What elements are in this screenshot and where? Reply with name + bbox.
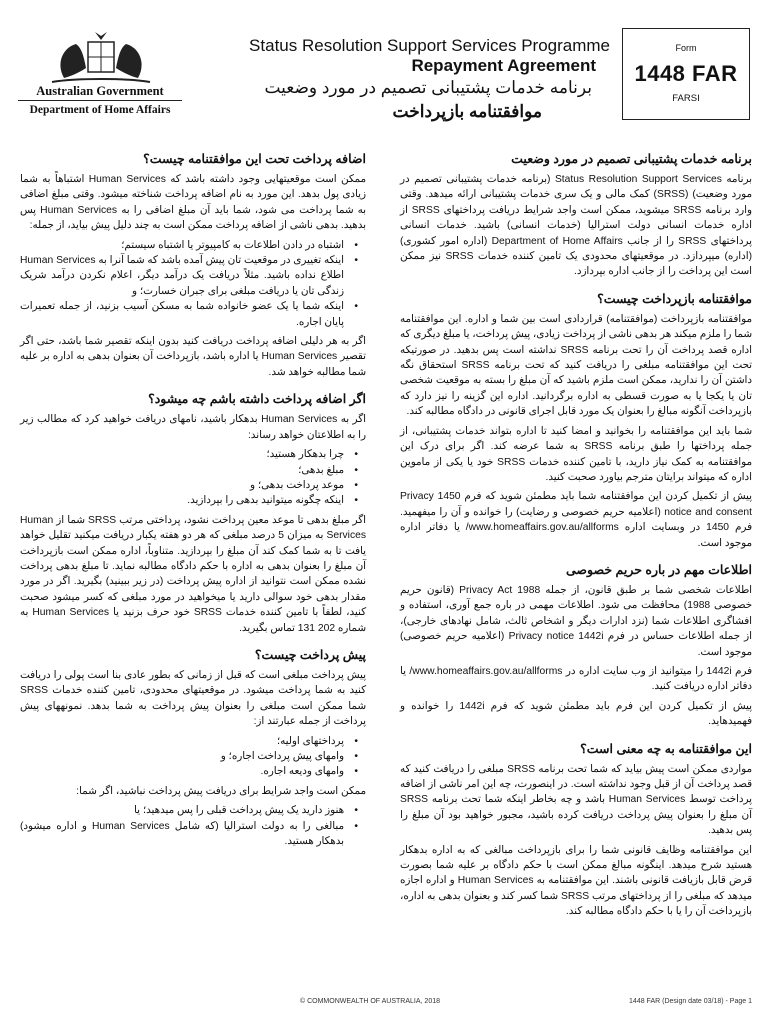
paragraph: اطلاعات شخصی شما بر طبق قانون، از جمله Privacy Act 1988 (قانون حریم خصوصی 1988) محافظت می شود. اطلاعات مهمی در باره جمع آوری، استفاده و افشاگری اطلاعات شما (نزد ادارات دیگر و اشخاص ثالث، شامل نهادهای خارجی)، از جمله اطلاعات حساس در فرم Privacy notice 1442i (اعلامیه حریم خصوصی) موجود است.	[400, 584, 753, 658]
section-what-is-agreement	[400, 290, 752, 551]
paragraph: ممکن است موقعیتهایی وجود داشته باشد که Human Services اشتباهاً به شما زیادی پول بدهد. این مورد به نام اضافه پرداخت شناخته میشود. وقتی مبلغ اضافی به شما پرداخت می شود، شما باید آن مبلغ اضافی را به Human Services پس بدهید. بدهی ناشی از اضافه پرداخت ممکن است به چند دلیل پیش بیاید، از جمله:	[20, 174, 367, 232]
section-heading: اضافه پرداخت تحت این موافقتنامه چیست؟	[143, 152, 366, 166]
list-item: • پرداختهای اولیه؛	[20, 734, 344, 749]
section-heading: این موافقتنامه به چه معنی است؟	[580, 741, 752, 756]
agreement-title-fa: موافقتنامه بازپرداخت	[392, 102, 542, 121]
page-number: 1448 FAR (Design date 03/18) - Page 1	[629, 998, 752, 1005]
programme-title-fa: برنامه خدمات پشتیبانی تصمیم در مورد وضعیت	[264, 78, 592, 97]
section-heading: برنامه خدمات پشتیبانی تصمیم در مورد وضعیت	[511, 152, 752, 166]
paragraph: ممکن است واجد شرایط برای دریافت پیش پرداخت نباشید، اگر شما:	[76, 785, 366, 797]
paragraph: شما باید این موافقتنامه را بخوانید و امضا کنید تا اداره بتواند خدمات پشتیبانی، از جمله پرداختها را طبق برنامه SRSS به شما عرضه کند. اگر برای درک این موافقتنامه به کمک نیاز دارید، با تامین کننده خدمات SRSS خود یا یکی از ماموین اداره که میتواند برایتان مترجم بیاورد صحبت کنید.	[400, 425, 752, 483]
section-heading: موافقتنامه بازپرداخت چیست؟	[597, 291, 752, 306]
paragraph: اگر به Human Services بدهکار باشید، نامهای دریافت خواهید کرد که مطالب زیر را به اطلاعتان خواهد رساند:	[20, 414, 366, 441]
list-item: • اینکه تغییری در موقعیت تان پیش آمده باشد که شما آنرا به Human Services اطلاع نداده باشید. مثلاً دریافت یک درآمد دیگر، اعلام نکردن درآمد شریک زندگی تان یا دریافت مبلغی برای جبران خسارت؛ و	[20, 253, 344, 299]
list-item: • چرا بدهکار هستید؛	[20, 447, 344, 462]
paragraph: پیش از تکمیل کردن این موافقتنامه شما باید مطمئن شوید که فرم 1450 Privacy notice and consent (اعلامیه حریم خصوصی و رضایت) را خوانده و آن را میفهمید. فرم 1450 در وبسایت اداره www.homeaffairs.gov.au/allforms/ یا دفاتر اداره موجود است.	[400, 491, 752, 549]
list-item: • هنوز دارید یک پیش پرداخت قبلی را پس میدهید؛ یا	[20, 803, 344, 818]
section-meaning	[400, 740, 752, 920]
paragraph: فرم 1442i را میتوانید از وب سایت اداره در www.homeaffairs.gov.au/allforms/ یا دفاتر اداره دریافت کنید.	[400, 665, 753, 693]
bullet-list	[20, 447, 366, 509]
section-heading: اطلاعات مهم در باره حریم خصوصی	[565, 562, 752, 577]
coat-of-arms-logo	[46, 28, 156, 86]
list-item: • وامهای ودیعه اجاره.	[20, 764, 344, 779]
paragraph: اگر مبلغ بدهی تا موعد معین پرداخت نشود، پرداختی مرتب SRSS شما از Human Services به میزان 5 درصد مبلغی که هر دو هفته یکبار دریافت میکنید تقلیل خواهد یافت تا به شما کمک کند آن مبلغ را بپردازید. متناوباً، اداره ممکن است بازپرداخت آن مبلغ را بعنوان بدهی به اداره با حکم دادگاه مطالبه نماید. تا مبلغ بدهی پرداخت نشده ممکن است نتوانید از اداره پیش پرداخت (در زیر ببینید) بگیرید. اگر در مورد مقدار بدهی خود سوالی دارید یا میخواهید در مورد مبلغی که کسر میشود صحبت کنید، لطفاً با تامین کننده خدمات SRSS خود حرف بزنید یا Human Services به شماره 202 131 تماس بگیرید.	[20, 514, 366, 634]
department-name: Department of Home Affairs	[29, 104, 171, 116]
copyright: © COMMONWEALTH OF AUSTRALIA, 2018	[300, 998, 440, 1005]
paragraph: مواردی ممکن است پیش بیاید که شما تحت برنامه SRSS مبلغی را دریافت کنید که قصد پرداخت آن از قبل وجود نداشته است. در اینصورت، چه این امر ناشی از اضافه پرداخت توسط Human Services باشد و چه بخاطر اینکه شما تحت برنامه SRSS آن مبلغ را بعنوان پیش پرداخت دریافت کرده باشید، مجبور خواهید بود آن مبلغ را پس بدهید.	[400, 763, 753, 837]
paragraph: موافقتنامه بازپرداخت (موافقتنامه) قراردادی است بین شما و اداره. این موافقتنامه شما را ملزم میکند هر بدهی ناشی از پرداخت زیادی، پیش پرداخت، یا مبلغ دیگری که اداره قصد پرداخت آن را تحت برنامه SRSS نداشته است پس بدهید. در صورتیکه تحت این موافقتنامه مبلغی را دریافت کنید که تحت برنامه SRSS استحقاق نگه داشتن آن را ندارید، ممکن است ملزم باشید که آن مبلغ را بسته به موقعیت شخصی تان یا یکجا یا به صورت قسطی به اداره برگردانید. اداره این گزینه را نیز دارد که بازپرداخت آنگونه مبالغ را بعنوان یک مورد قابل اجرای قانونی در دادگاه مطالبه کند.	[400, 313, 752, 418]
divider	[18, 100, 182, 101]
section-srss	[400, 150, 752, 280]
section-advance-payment	[20, 646, 366, 849]
right-column	[400, 150, 752, 930]
section-heading: پیش پرداخت چیست؟	[254, 647, 366, 662]
bullet-list	[20, 238, 366, 330]
left-column	[20, 150, 366, 859]
government-name: Australian Government	[36, 84, 164, 98]
bullet-list	[20, 803, 366, 849]
agreement-title-en: Repayment Agreement	[411, 56, 596, 75]
section-heading: اگر اضافه پرداخت داشته باشم چه میشود؟	[148, 392, 366, 407]
form-code: 1448 FAR	[634, 61, 738, 86]
paragraph: پیش از تکمیل کردن این فرم باید مطمئن شوید که فرم 1442i را خوانده و فهمیدهاید.	[400, 700, 752, 728]
form-id-box	[622, 28, 750, 120]
form-label: Form	[675, 43, 697, 53]
list-item: • اینکه شما یا یک عضو خانواده شما به مسکن آسیب بزنید، از جمله تعمیرات پایان اجاره.	[20, 299, 344, 330]
title-block	[190, 36, 610, 124]
section-overpayment	[20, 150, 366, 380]
list-item: • وامهای پیش پرداخت اجاره؛ و	[20, 749, 344, 764]
list-item: • مبالغی را به دولت استرالیا (که شامل Human Services و اداره میشود) بدهکار هستید.	[20, 819, 344, 850]
list-item: • اشتباه در دادن اطلاعات به کامپیوتر یا اشتباه سیستم؛	[20, 238, 344, 253]
list-item: • مبلغ بدهی؛	[20, 463, 344, 478]
paragraph: اگر به هر دلیلی اضافه پرداخت دریافت کنید بدون اینکه تقصیر شما باشد، حتی اگر تقصیر Human Services یا اداره باشد، بازپرداخت آن بعنوان بدهی به اداره بر علیه شما مطالبه خواهد شد.	[20, 336, 366, 378]
programme-title-en: Status Resolution Support Services Programme	[249, 36, 610, 55]
list-item: • اینکه چگونه میتوانید بدهی را بپردازید.	[20, 493, 344, 508]
paragraph: پیش پرداخت مبلغی است که قبل از زمانی که بطور عادی بنا است پولی را دریافت کنید به شما پرداخت میشود. در موقعیتهای محدودی، تامین کننده خدمات SRSS شما ممکن است مبلغی را بعنوان پیش پرداخت به شما بدهد. نمونههای پیش پرداخت از جمله عبارتند از:	[20, 669, 366, 728]
paragraph: برنامه Status Resolution Support Services (برنامه خدمات پشتیبانی تصمیم در مورد وضعیت) (SRSS) کمک مالی و یک سری خدمات پشتیبانی ارائه میدهد. وقتی وارد برنامه SRSS میشوید، ممکن است واجد شرایط دریافت پرداختهای SRSS از اداره خدمات انسانی دولت استرالیا (خدمات انسانی) باشید. خدمات انسانی پرداختهای SRSS را از جانب Department of Home Affairs (اداره امور کشوری) (اداره) میپردازد. در موقعیتهای محدودی یک تامین کننده خدمات SRSS نیز ممکن است این پرداخت را از جانب اداره بپردازد.	[400, 174, 752, 278]
section-if-overpaid	[20, 390, 366, 636]
paragraph: این موافقتنامه وظایف قانونی شما را برای بازپرداخت مبالغی که به اداره بدهکار هستید شرح میدهد. اینگونه مبالغ ممکن است با حکم دادگاه بر علیه شما بصورت قرض قابل بازیافت قانونی باشند. این موافقتنامه به Human Services و اداره اجازه میدهد که مبلغی را از پرداختهای مرتب SRSS شما کسر کند و بعنوان بدهی به اداره، بازپرداخت آن را یا با حکم دادگاه مطالبه کند.	[400, 844, 752, 918]
section-privacy	[400, 561, 752, 730]
bullet-list	[20, 734, 366, 780]
list-item: • موعد پرداخت بدهی؛ و	[20, 478, 344, 493]
form-language: FARSI	[672, 93, 700, 104]
